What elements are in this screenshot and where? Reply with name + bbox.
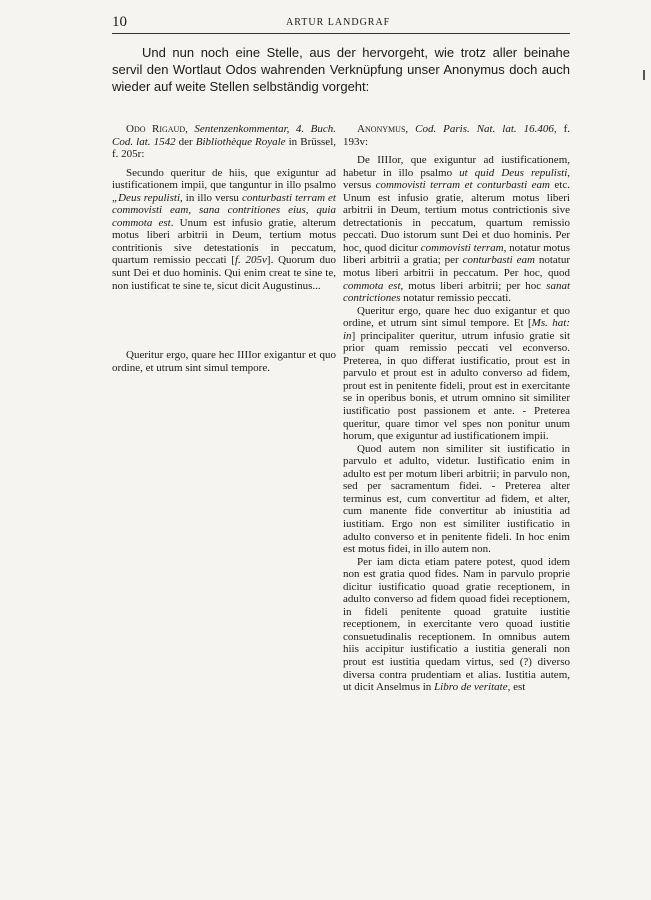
- intro-paragraph: Und nun noch eine Stelle, aus der hervorgeht, wie trotz aller beinahe servil den Wortlaut Odos wahrenden Verknüpfung unser Anonymus doch auch wieder auf weite Stellen selbständig vorgeht:: [112, 45, 570, 94]
- page-number: 10: [112, 14, 127, 30]
- right-column: [343, 123, 570, 694]
- right-paragraph-4: Per iam dicta etiam patere potest, quod idem non est gratia quod fides. Nam in parvulo proprie dicitur iustificatio quoad gratie receptionem, in adulto converso ad fidem quoad fidei receptionem, in fideli penitente quoad gratuite iustitie receptionem, in exercitante vero quoad iustitie consuetudinalis receptionem. In omnibus autem hiis accipitur iustificatio a iustitia generali non prout est iustitia quedam virtus, sed (?) diverso diversa contra prudentiam et alias. Iustitia autem, ut dicit Anselmus in Libro de veritate, est: [343, 555, 570, 694]
- right-paragraph-1: De IIIIor, que exiguntur ad iustificationem, habetur in illo psalmo ut quid Deus repulisti, versus commovisti terram et conturbasti eam etc. Unum est infusio gratie, alterum motus liberi arbitrii in Deum, tertium motus contrictionis sive detrectationis in peccatum, quartum remissio peccati. Duo istorum sunt Dei et duo hominis. Per hoc, quod dicitur commovisti terram, notatur motus liberi arbitrii a gratia; per conturbasti eam notatur motus liberi arbitrii in peccatum. Per hoc, quod commota est, motus liberi arbitrii; per hoc sanat contrictiones notatur remissio peccati.: [343, 154, 571, 305]
- running-head: ARTUR LANDGRAF: [286, 17, 391, 28]
- left-column: [112, 123, 336, 374]
- left-paragraph-1: Secundo queritur de hiis, que exiguntur ad iustificationem impii, que tanguntur in illo psalmo „Deus repulisti, in illo versu conturbasti terram et commovisti eam, sana contritiones eius, quia commota est. Unum est infusio gratie, alterum motus liberi arbitrii in Deum, tertium motus contritionis sive detestationis in peccatum, quartum remissio peccati [f. 205v]. Quorum duo sunt Dei et duo hominis. Qui enim creat te sine te, non iustificat te sine te, sicut dicit Augustinus...: [112, 166, 336, 292]
- right-source-author: Anonymus: [357, 123, 406, 135]
- right-paragraph-3: Quod autem non similiter sit iustificatio in parvulo et adulto, videtur. Iustificatio enim in adulto est per motum liberi arbitrii; in parvulo non, sed per sacramentum fidei. - Preterea alter terminus est, cum convertitur ad fidem, et alter, cum manente fide convertitur ab iniustitia ad iustitiam. Ergo non est similiter iustificatio in adulto converso et in penitente fideli. In hoc enim est motus fidei, in illo autem non.: [343, 442, 570, 556]
- left-paragraph-2: Queritur ergo, quare hec IIIIor exigantur et quo ordine, et utrum sint simul tempore.: [112, 349, 336, 374]
- header-rule: [112, 33, 570, 34]
- scan-edge-mark: [643, 70, 645, 80]
- right-paragraph-2: Queritur ergo, quare hec duo exigantur et quo ordine, et utrum sint simul tempore. Et [Ms. hat: in] principaliter queritur, utrum infusio gratie sit prior quam remissio peccati vel econverso. Preterea, in quo differat iustificatio, prout est in parvulo et prout est in adulto converso ad fidem, prout est in penitente fideli, prout est in exercitante se in operibus bonis, et utrum omnino sit similiter iustificatio post passionem et ante. - Preterea queritur, quare timor vel spes non ponitur unum horum, que exiguntur ad iustificationem impii.: [343, 304, 570, 443]
- left-source-author: Odo Rigaud: [126, 123, 186, 135]
- column-gap: [112, 292, 336, 349]
- right-source-citation: Anonymus, Cod. Paris. Nat. lat. 16.406, f. 193v:: [343, 123, 571, 148]
- left-source-citation: Odo Rigaud, Sentenzenkommentar, 4. Buch. Cod. lat. 1542 der Bibliothèque Royale in Brüssel, f. 205r:: [112, 123, 337, 161]
